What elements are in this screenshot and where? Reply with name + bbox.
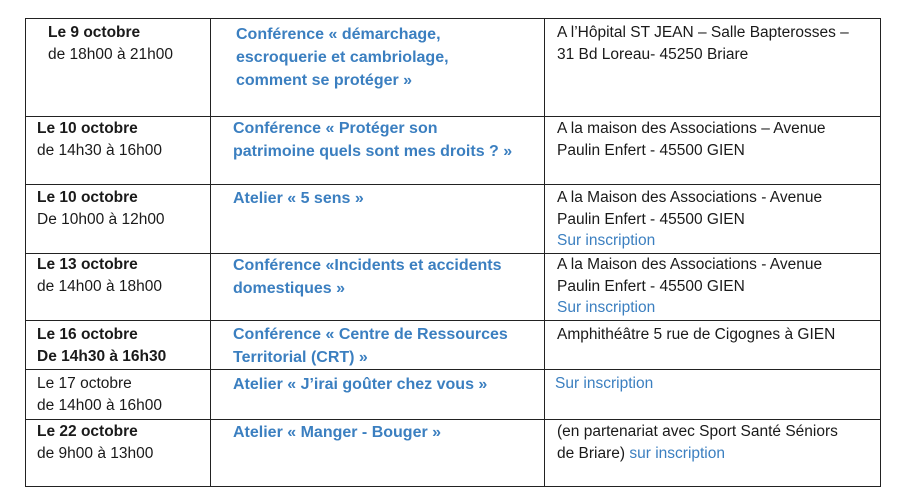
table-border-right [880,18,881,486]
event-title-line: Atelier « J’irai goûter chez vous » [233,376,488,393]
row-divider [25,116,881,117]
event-place-line: (en partenariat avec Sport Santé Séniors [557,423,838,440]
event-date: Le 17 octobre [37,375,132,392]
event-place-line: A l’Hôpital ST JEAN – Salle Bapterosses – [557,24,849,41]
registration-note: sur inscription [629,445,725,462]
event-place-line: A la Maison des Associations - Avenue [557,189,823,206]
event-title-line: Conférence « démarchage, [236,26,441,43]
event-title-line: Territorial (CRT) » [233,349,368,366]
event-place-line: 31 Bd Loreau- 45250 Briare [557,46,749,63]
event-title-line: domestiques » [233,280,346,297]
event-time: De 14h30 à 16h30 [37,348,167,365]
table-border-top [25,18,881,19]
event-date: Le 10 octobre [37,120,138,137]
row-divider [25,369,881,370]
event-place-line: de Briare) [557,445,626,462]
event-time: de 14h00 à 18h00 [37,278,162,295]
event-title-line: patrimoine quels sont mes droits ? » [233,143,513,160]
row-divider [25,419,881,420]
table-border-left [25,18,26,486]
event-place-line: Paulin Enfert - 45500 GIEN [557,142,745,159]
event-place-line: Paulin Enfert - 45500 GIEN [557,211,745,228]
event-place-line: A la maison des Associations – Avenue [557,120,826,137]
event-time: de 14h00 à 16h00 [37,397,162,414]
event-date: Le 13 octobre [37,256,138,273]
column-divider-2 [544,18,545,486]
registration-note: Sur inscription [557,299,656,316]
event-date: Le 9 octobre [48,24,141,41]
table-border-bottom [25,486,881,487]
event-title-line: escroquerie et cambriolage, [236,49,449,66]
row-divider [25,184,881,185]
event-time: de 18h00 à 21h00 [48,46,173,63]
event-date: Le 10 octobre [37,189,138,206]
event-title-line: Conférence « Protéger son [233,120,438,137]
event-place-line: A la Maison des Associations - Avenue [557,256,823,273]
event-time: de 14h30 à 16h00 [37,142,162,159]
event-title-line: Atelier « 5 sens » [233,190,364,207]
event-title-line: comment se protéger » [236,72,413,89]
event-place-line-with-note [557,443,725,465]
registration-note: Sur inscription [555,375,654,392]
event-place-line: Paulin Enfert - 45500 GIEN [557,278,745,295]
event-date: Le 22 octobre [37,423,138,440]
event-time: De 10h00 à 12h00 [37,211,165,228]
event-title-line: Atelier « Manger - Bouger » [233,424,442,441]
row-divider [25,320,881,321]
event-title-line: Conférence «Incidents et accidents [233,257,502,274]
column-divider-1 [210,18,211,486]
registration-note: Sur inscription [557,232,656,249]
event-date: Le 16 octobre [37,326,138,343]
event-title-line: Conférence « Centre de Ressources [233,326,508,343]
event-place-line: Amphithéâtre 5 rue de Cigognes à GIEN [557,326,836,343]
event-time: de 9h00 à 13h00 [37,445,154,462]
